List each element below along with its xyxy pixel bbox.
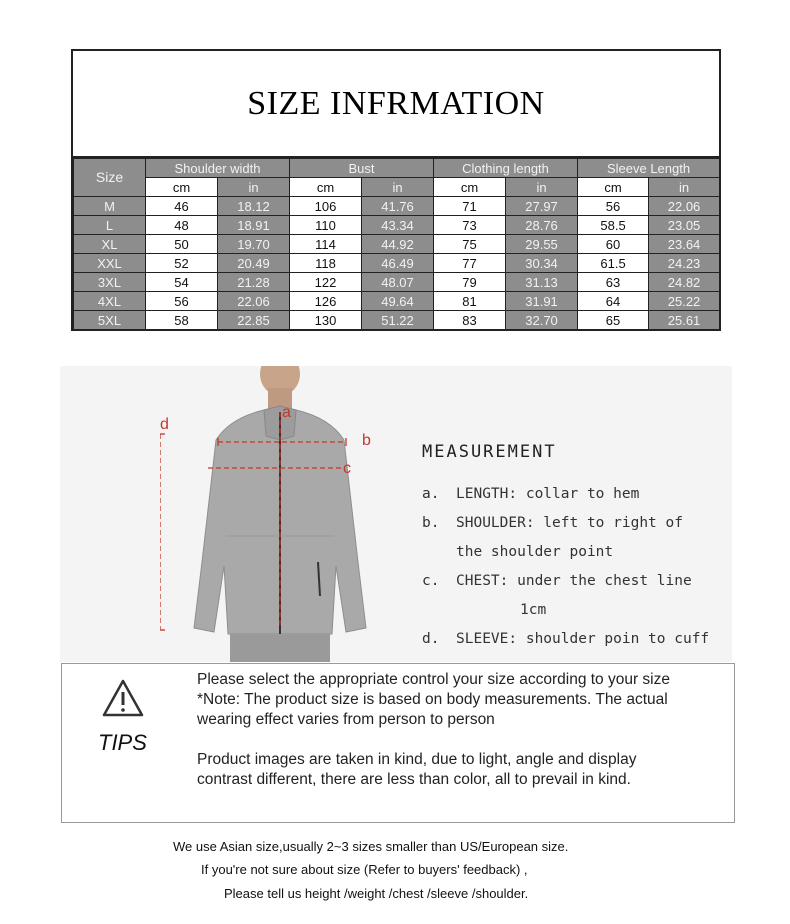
size-header: Size — [74, 159, 146, 197]
value-cell: 31.13 — [506, 273, 578, 292]
unit-header: in — [649, 178, 720, 197]
item-text: CHEST: under the chest line — [456, 573, 692, 589]
value-cell: 83 — [434, 311, 506, 330]
marker-a: a — [282, 404, 291, 421]
table-row — [74, 254, 720, 273]
value-cell: 81 — [434, 292, 506, 311]
value-cell: 79 — [434, 273, 506, 292]
value-cell: 28.76 — [506, 216, 578, 235]
size-label-cell: 3XL — [74, 273, 146, 292]
value-cell: 51.22 — [362, 311, 434, 330]
tips-line: *Note: The product size is based on body measurements. The actual — [197, 691, 668, 708]
size-table — [73, 158, 720, 330]
measurement-title: MEASUREMENT — [422, 442, 557, 462]
size-chart-title: SIZE INFRMATION — [73, 51, 719, 158]
table-row — [74, 216, 720, 235]
jacket-model-illustration — [160, 366, 400, 662]
tips-line: Please select the appropriate control your size according to your size — [197, 671, 670, 688]
value-cell: 122 — [290, 273, 362, 292]
marker-b: b — [362, 432, 371, 449]
value-cell: 25.22 — [649, 292, 720, 311]
footer-line: We use Asian size,usually 2~3 sizes smaller than US/European size. — [173, 839, 569, 854]
value-cell: 106 — [290, 197, 362, 216]
value-cell: 27.97 — [506, 197, 578, 216]
model-pants — [230, 634, 330, 662]
table-row — [74, 273, 720, 292]
marker-c: c — [343, 460, 351, 477]
tips-line: contrast different, there are less than color, all to prevail in kind. — [197, 771, 631, 788]
value-cell: 22.06 — [649, 197, 720, 216]
value-cell: 60 — [578, 235, 649, 254]
value-cell: 21.28 — [218, 273, 290, 292]
value-cell: 65 — [578, 311, 649, 330]
table-row — [74, 235, 720, 254]
size-label-cell: XL — [74, 235, 146, 254]
value-cell: 19.70 — [218, 235, 290, 254]
size-label-cell: XXL — [74, 254, 146, 273]
value-cell: 52 — [146, 254, 218, 273]
measurement-item — [422, 544, 613, 560]
unit-header: in — [218, 178, 290, 197]
value-cell: 18.12 — [218, 197, 290, 216]
item-letter: b. — [422, 515, 440, 531]
value-cell: 46 — [146, 197, 218, 216]
tips-line: wearing effect varies from person to person — [197, 711, 495, 728]
value-cell: 77 — [434, 254, 506, 273]
value-cell: 61.5 — [578, 254, 649, 273]
value-cell: 58.5 — [578, 216, 649, 235]
value-cell: 44.92 — [362, 235, 434, 254]
unit-header: cm — [578, 178, 649, 197]
item-text: LENGTH: collar to hem — [456, 486, 640, 502]
value-cell: 30.34 — [506, 254, 578, 273]
value-cell: 56 — [146, 292, 218, 311]
item-text: SHOULDER: left to right of — [456, 515, 683, 531]
size-label-cell: 5XL — [74, 311, 146, 330]
value-cell: 75 — [434, 235, 506, 254]
value-cell: 23.64 — [649, 235, 720, 254]
value-cell: 48 — [146, 216, 218, 235]
footer-line: If you're not sure about size (Refer to buyers' feedback) , — [201, 862, 528, 877]
value-cell: 73 — [434, 216, 506, 235]
item-letter: a. — [422, 486, 440, 502]
value-cell: 63 — [578, 273, 649, 292]
warning-icon — [101, 678, 145, 718]
measurement-item — [520, 602, 546, 618]
footer-line: Please tell us height /weight /chest /sleeve /shoulder. — [224, 886, 529, 901]
unit-header: cm — [290, 178, 362, 197]
value-cell: 22.85 — [218, 311, 290, 330]
value-cell: 25.61 — [649, 311, 720, 330]
tips-label: TIPS — [98, 730, 147, 755]
value-cell: 49.64 — [362, 292, 434, 311]
item-letter: d. — [422, 631, 440, 647]
value-cell: 56 — [578, 197, 649, 216]
value-cell: 110 — [290, 216, 362, 235]
group-header: Shoulder width — [146, 159, 290, 178]
size-label-cell: 4XL — [74, 292, 146, 311]
value-cell: 71 — [434, 197, 506, 216]
group-header: Sleeve Length — [578, 159, 720, 178]
unit-header: in — [362, 178, 434, 197]
size-chart — [71, 49, 721, 331]
value-cell: 18.91 — [218, 216, 290, 235]
size-label-cell: L — [74, 216, 146, 235]
measurement-item — [422, 486, 639, 502]
item-text: the shoulder point — [456, 544, 614, 560]
value-cell: 114 — [290, 235, 362, 254]
group-header: Bust — [290, 159, 434, 178]
value-cell: 29.55 — [506, 235, 578, 254]
value-cell: 20.49 — [218, 254, 290, 273]
value-cell: 54 — [146, 273, 218, 292]
value-cell: 58 — [146, 311, 218, 330]
value-cell: 31.91 — [506, 292, 578, 311]
unit-header: cm — [146, 178, 218, 197]
value-cell: 24.82 — [649, 273, 720, 292]
measurement-item — [422, 631, 709, 647]
value-cell: 48.07 — [362, 273, 434, 292]
value-cell: 64 — [578, 292, 649, 311]
size-label-cell: M — [74, 197, 146, 216]
tips-line: Product images are taken in kind, due to light, angle and display — [197, 751, 637, 768]
item-text: SLEEVE: shoulder poin to cuff — [456, 631, 710, 647]
value-cell: 23.05 — [649, 216, 720, 235]
item-text: 1cm — [520, 602, 547, 618]
value-cell: 32.70 — [506, 311, 578, 330]
marker-d: d — [160, 416, 169, 433]
value-cell: 22.06 — [218, 292, 290, 311]
unit-header: in — [506, 178, 578, 197]
value-cell: 24.23 — [649, 254, 720, 273]
table-row — [74, 311, 720, 330]
measurement-item — [422, 573, 692, 589]
measurement-item — [422, 515, 683, 531]
tips-box — [61, 663, 735, 823]
value-cell: 118 — [290, 254, 362, 273]
table-row — [74, 292, 720, 311]
table-row — [74, 197, 720, 216]
value-cell: 50 — [146, 235, 218, 254]
value-cell: 41.76 — [362, 197, 434, 216]
value-cell: 126 — [290, 292, 362, 311]
item-letter: c. — [422, 573, 440, 589]
value-cell: 46.49 — [362, 254, 434, 273]
group-header: Clothing length — [434, 159, 578, 178]
value-cell: 43.34 — [362, 216, 434, 235]
measurement-panel — [60, 366, 732, 662]
value-cell: 130 — [290, 311, 362, 330]
unit-header: cm — [434, 178, 506, 197]
